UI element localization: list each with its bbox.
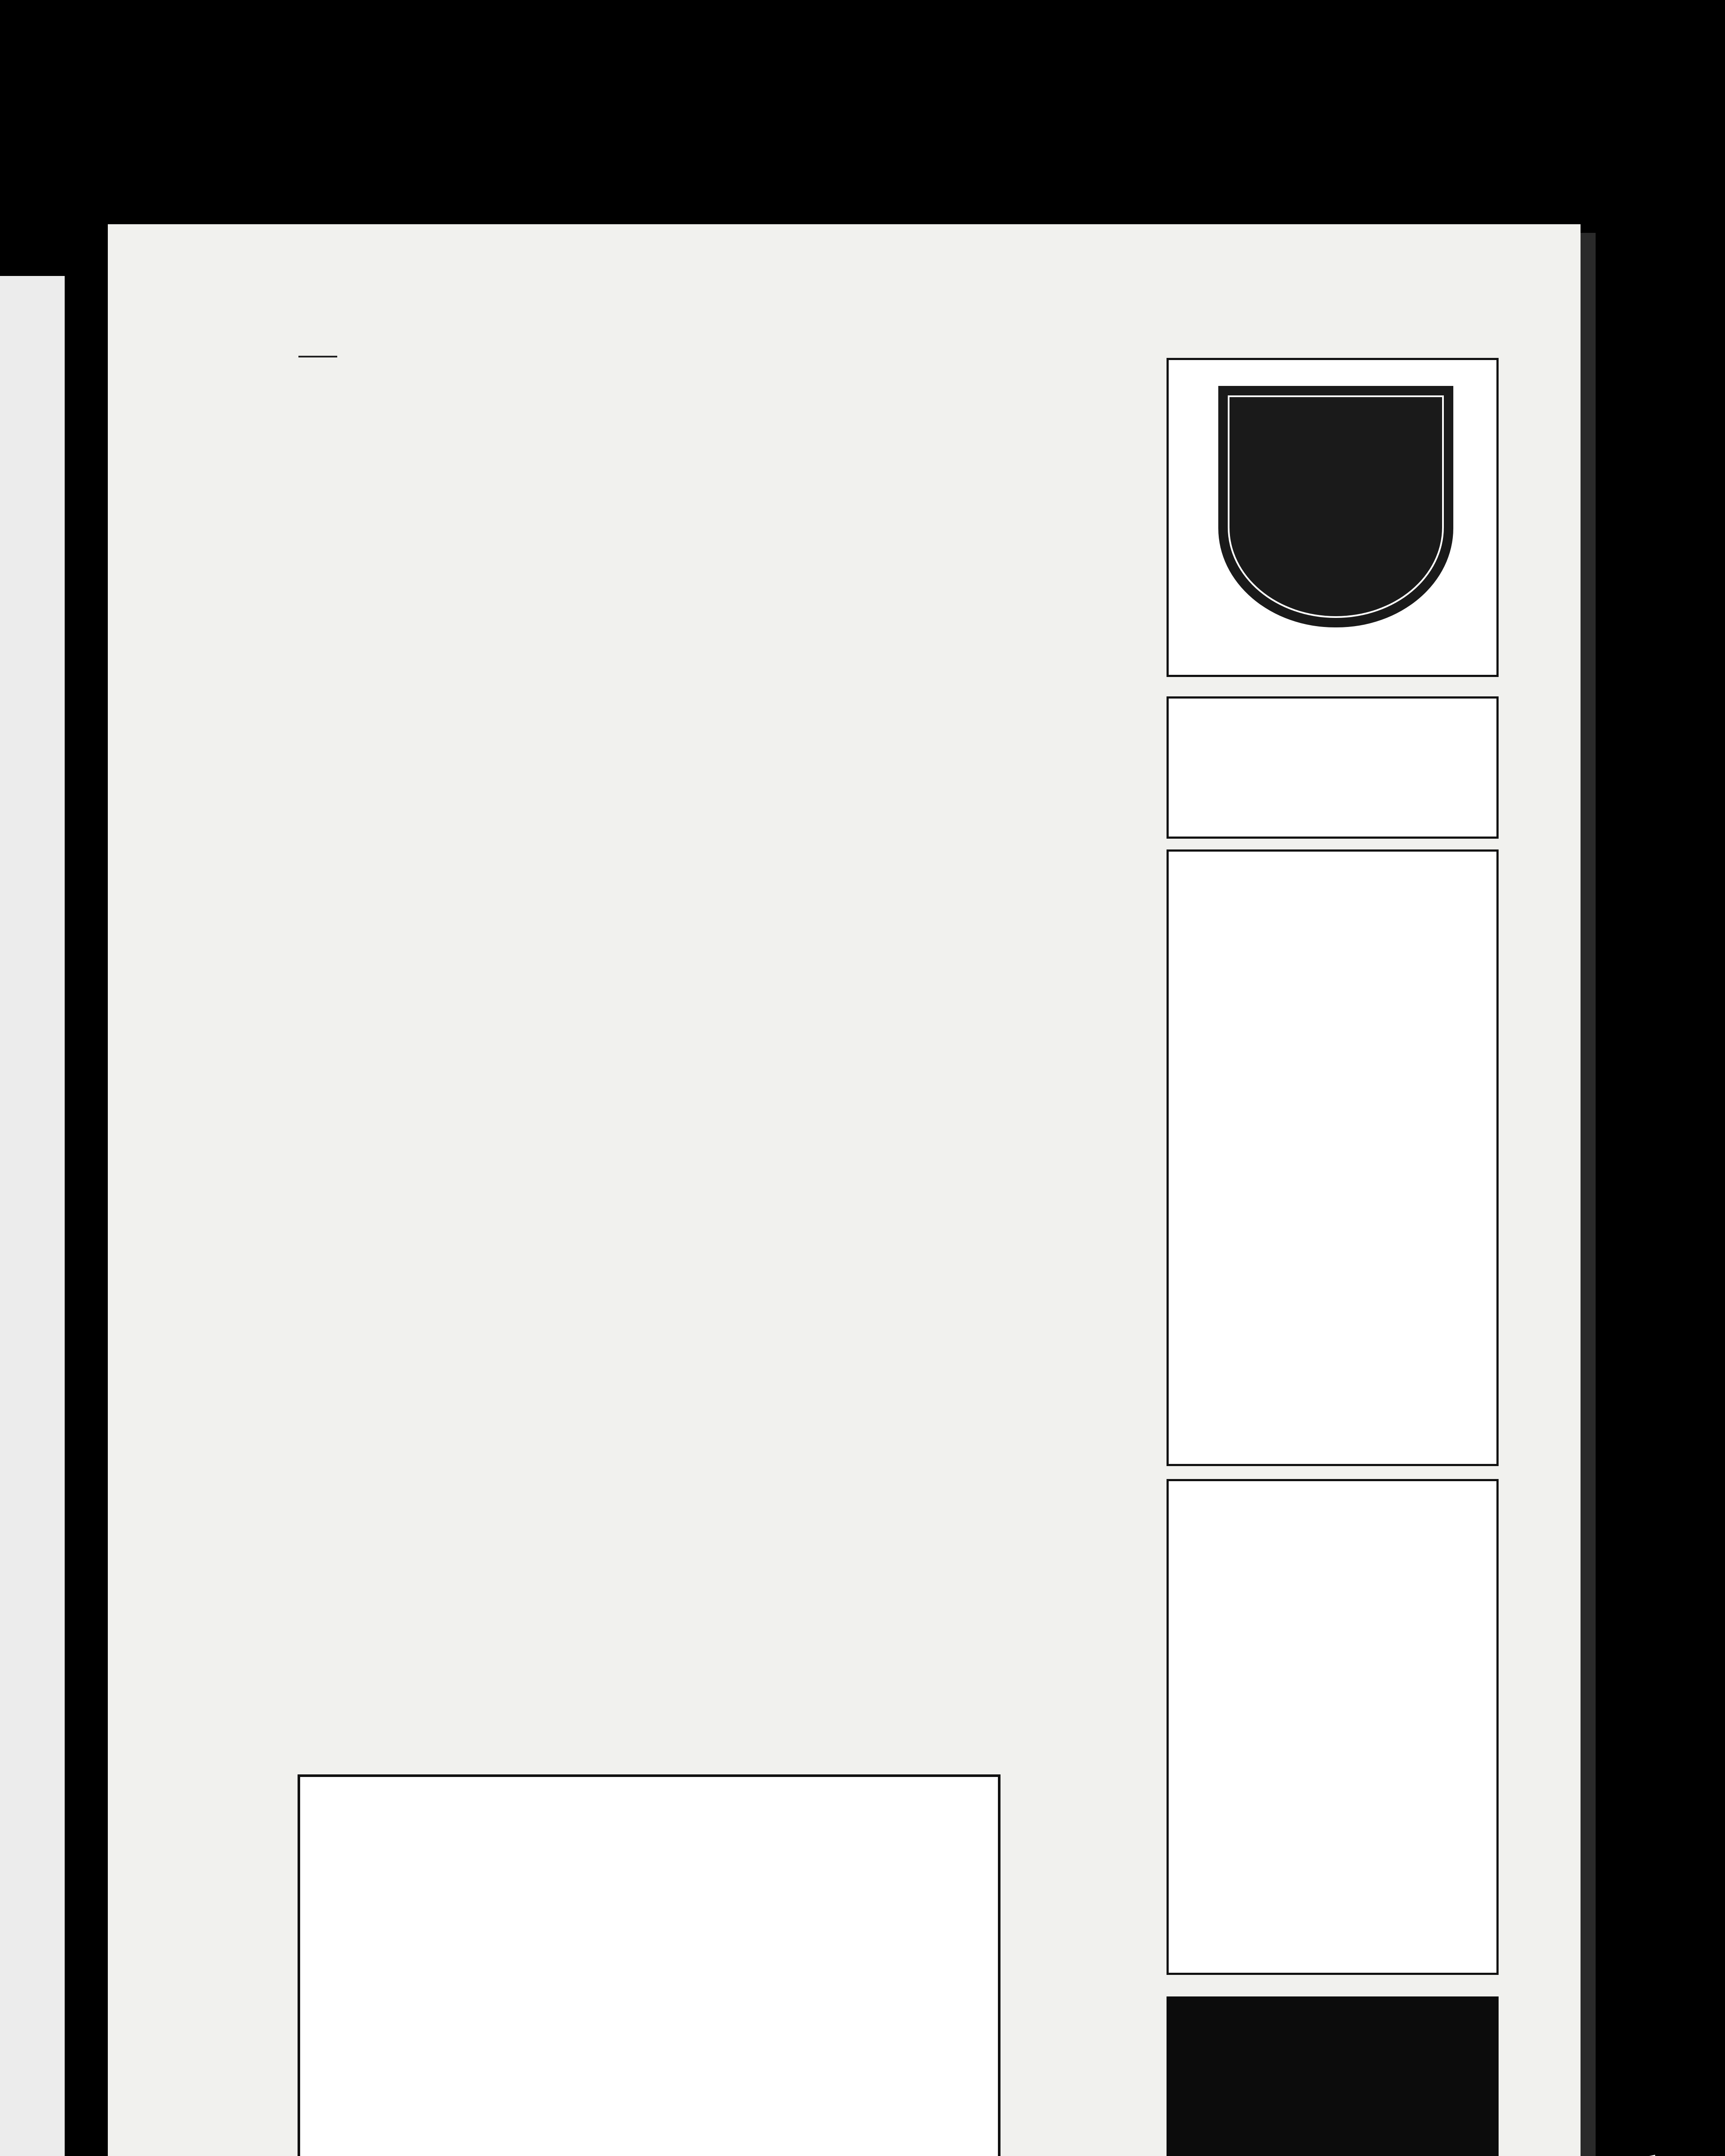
ad-london-lancashire-fire <box>1167 358 1499 677</box>
ad-empire-typewriter <box>1167 1996 1499 2156</box>
ad-metropolitan-bank <box>1167 1479 1499 1975</box>
shield-icon <box>1218 386 1453 627</box>
ad-brent-noxon <box>1167 696 1499 839</box>
ad-massey-hall <box>298 1774 1000 2156</box>
masthead <box>220 306 1574 341</box>
page-edge-shadow <box>1581 233 1596 2156</box>
column-personal-general <box>174 343 462 375</box>
ad-free-land <box>1167 849 1499 1466</box>
left-page-fragment <box>0 276 65 2156</box>
newspaper-page <box>108 224 1581 2156</box>
heading-rule <box>298 356 337 357</box>
